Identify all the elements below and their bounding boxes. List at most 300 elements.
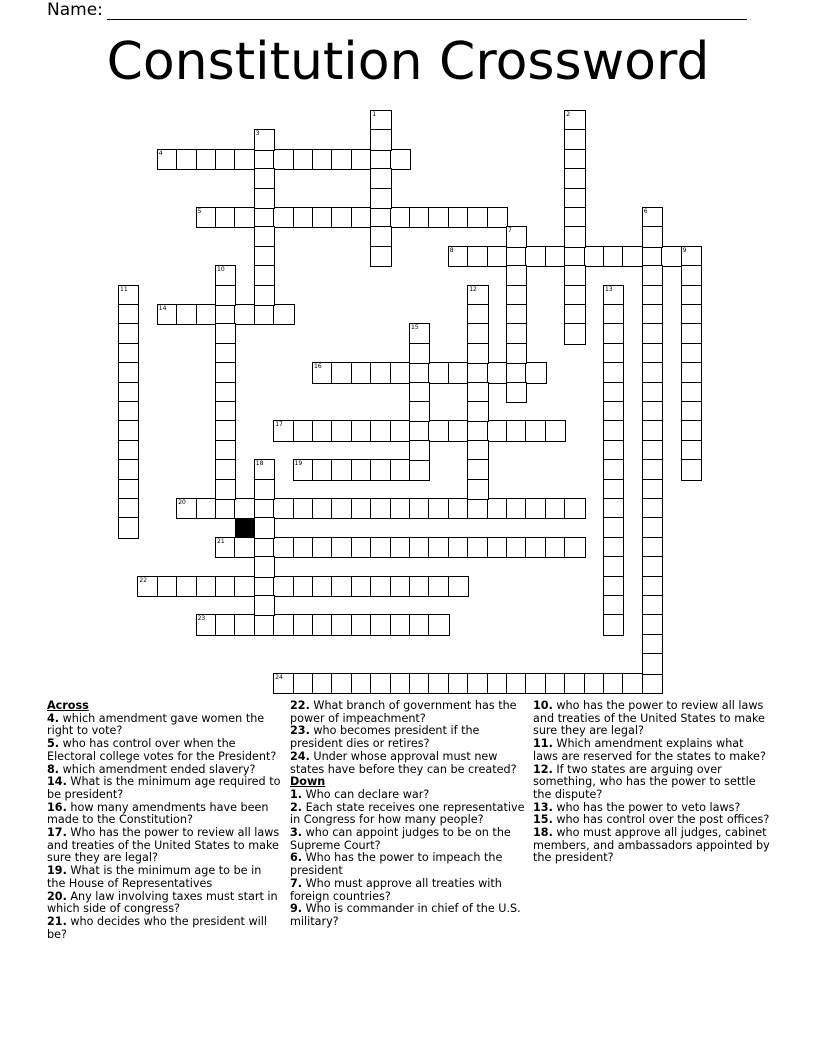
grid-cell[interactable] [409, 401, 430, 422]
grid-cell[interactable] [467, 673, 488, 694]
grid-cell[interactable] [603, 673, 624, 694]
clue-across [47, 827, 282, 865]
grid-cell[interactable] [118, 459, 139, 480]
grid-cell[interactable] [351, 614, 372, 635]
grid-cell[interactable] [642, 498, 663, 519]
grid-cell[interactable] [331, 576, 352, 597]
grid-cell[interactable] [681, 401, 702, 422]
grid-cell[interactable] [370, 246, 391, 267]
grid-cell[interactable] [215, 420, 236, 441]
grid-cell[interactable] [196, 304, 217, 325]
grid-cell[interactable] [642, 614, 663, 635]
grid-cell[interactable] [525, 673, 546, 694]
grid-cell[interactable] [564, 323, 585, 344]
clue-number: 21. [47, 914, 67, 928]
grid-cell[interactable] [564, 304, 585, 325]
grid-cell[interactable] [681, 323, 702, 344]
grid-cell[interactable] [428, 614, 449, 635]
grid-cell[interactable] [642, 265, 663, 286]
grid-cell[interactable] [545, 498, 566, 519]
grid-cell[interactable] [293, 673, 314, 694]
grid-cell[interactable] [506, 673, 527, 694]
grid-cell[interactable] [409, 576, 430, 597]
grid-cell[interactable] [390, 459, 411, 480]
grid-cell[interactable] [603, 576, 624, 597]
grid-cell[interactable] [409, 207, 430, 228]
grid-cell[interactable] [642, 304, 663, 325]
grid-cell[interactable] [254, 479, 275, 500]
grid-cell[interactable] [215, 285, 236, 306]
grid-cell[interactable] [622, 246, 643, 267]
grid-cell[interactable] [603, 246, 624, 267]
grid-cell[interactable] [467, 304, 488, 325]
grid-cell[interactable] [409, 420, 430, 441]
grid-cell[interactable] [215, 382, 236, 403]
grid-cell[interactable] [506, 498, 527, 519]
grid-cell[interactable] [409, 614, 430, 635]
grid-cell[interactable] [467, 382, 488, 403]
grid-cell[interactable] [118, 382, 139, 403]
grid-cell[interactable] [506, 343, 527, 364]
grid-cell[interactable] [487, 673, 508, 694]
grid-cell[interactable] [254, 149, 275, 170]
puzzle-title: Constitution Crossword [106, 32, 710, 92]
grid-cell[interactable] [215, 479, 236, 500]
grid-cell[interactable] [467, 323, 488, 344]
grid-cell[interactable] [448, 576, 469, 597]
grid-cell[interactable] [525, 246, 546, 267]
grid-cell[interactable] [642, 556, 663, 577]
grid-cell[interactable] [293, 420, 314, 441]
grid-cell[interactable] [467, 401, 488, 422]
grid-cell[interactable] [370, 168, 391, 189]
grid-cell[interactable] [584, 246, 605, 267]
grid-cell[interactable] [196, 149, 217, 170]
grid-cell[interactable] [545, 673, 566, 694]
clue-number: 4. [47, 711, 60, 725]
grid-cell[interactable] [215, 459, 236, 480]
across-clues-part2 [290, 700, 530, 776]
grid-cell[interactable] [370, 537, 391, 558]
grid-cell[interactable] [487, 498, 508, 519]
grid-cell[interactable] [254, 246, 275, 267]
grid-cell[interactable] [312, 614, 333, 635]
grid-cell[interactable] [370, 576, 391, 597]
grid-cell[interactable] [293, 614, 314, 635]
grid-cell[interactable] [506, 420, 527, 441]
grid-cell[interactable] [293, 149, 314, 170]
grid-cell[interactable] [390, 420, 411, 441]
grid-cell[interactable] [564, 168, 585, 189]
grid-cell[interactable] [564, 285, 585, 306]
grid-cell[interactable] [312, 459, 333, 480]
grid-cell[interactable] [642, 440, 663, 461]
grid-cell[interactable] [506, 285, 527, 306]
grid-cell[interactable] [254, 537, 275, 558]
grid-cell[interactable] [681, 420, 702, 441]
grid-cell[interactable] [390, 498, 411, 519]
grid-cell[interactable] [254, 168, 275, 189]
grid-cell[interactable] [428, 207, 449, 228]
grid-cell[interactable] [331, 207, 352, 228]
grid-cell[interactable] [331, 459, 352, 480]
clue-across [47, 713, 282, 738]
grid-cell[interactable] [409, 362, 430, 383]
grid-cell[interactable] [215, 614, 236, 635]
cell-number: 16 [314, 363, 322, 371]
grid-cell[interactable] [603, 401, 624, 422]
grid-cell[interactable] [370, 129, 391, 150]
grid-cell[interactable] [273, 207, 294, 228]
clue-across [47, 802, 282, 827]
grid-cell[interactable] [487, 246, 508, 267]
clue-number: 10. [533, 699, 553, 712]
grid-cell[interactable] [603, 343, 624, 364]
grid-cell[interactable] [603, 440, 624, 461]
grid-cell[interactable] [234, 304, 255, 325]
grid-cell[interactable] [564, 149, 585, 170]
grid-cell[interactable] [487, 207, 508, 228]
clue-column-1 [47, 700, 282, 941]
grid-cell[interactable] [215, 498, 236, 519]
clue-number: 20. [47, 889, 67, 903]
grid-cell[interactable] [681, 285, 702, 306]
grid-cell[interactable] [215, 304, 236, 325]
grid-cell[interactable] [506, 323, 527, 344]
grid-cell[interactable] [254, 498, 275, 519]
grid-cell[interactable] [603, 304, 624, 325]
grid-cell[interactable] [642, 517, 663, 538]
grid-cell[interactable] [312, 149, 333, 170]
grid-cell[interactable] [681, 265, 702, 286]
grid-cell[interactable] [118, 304, 139, 325]
grid-cell[interactable] [254, 207, 275, 228]
grid-cell[interactable] [506, 362, 527, 383]
grid-cell[interactable] [293, 498, 314, 519]
grid-cell[interactable] [351, 149, 372, 170]
grid-cell[interactable] [525, 420, 546, 441]
grid-cell[interactable] [603, 323, 624, 344]
grid-cell[interactable] [564, 265, 585, 286]
grid-cell[interactable] [331, 537, 352, 558]
grid-cell[interactable] [273, 537, 294, 558]
grid-cell[interactable] [506, 382, 527, 403]
grid-cell[interactable] [254, 576, 275, 597]
grid-cell[interactable] [331, 149, 352, 170]
grid-cell[interactable] [118, 362, 139, 383]
grid-cell[interactable] [642, 323, 663, 344]
grid-cell[interactable] [157, 576, 178, 597]
grid-cell[interactable] [215, 362, 236, 383]
grid-cell[interactable] [564, 246, 585, 267]
grid-cell[interactable] [564, 498, 585, 519]
grid-cell[interactable] [409, 537, 430, 558]
grid-cell[interactable] [176, 149, 197, 170]
grid-cell[interactable] [351, 498, 372, 519]
grid-cell[interactable] [506, 265, 527, 286]
grid-cell[interactable] [351, 420, 372, 441]
grid-cell[interactable] [370, 420, 391, 441]
grid-cell[interactable] [564, 226, 585, 247]
grid-cell[interactable] [409, 498, 430, 519]
grid-cell[interactable] [118, 401, 139, 422]
grid-cell[interactable] [390, 149, 411, 170]
grid-cell[interactable] [351, 673, 372, 694]
grid-cell[interactable] [331, 498, 352, 519]
grid-cell[interactable] [642, 595, 663, 616]
grid-cell[interactable] [331, 614, 352, 635]
grid-cell[interactable] [642, 226, 663, 247]
grid-cell[interactable] [467, 362, 488, 383]
grid-cell[interactable] [681, 304, 702, 325]
grid-cell[interactable] [234, 149, 255, 170]
grid-cell[interactable] [603, 614, 624, 635]
grid-cell[interactable] [681, 343, 702, 364]
grid-cell[interactable] [118, 323, 139, 344]
grid-cell[interactable] [234, 207, 255, 228]
grid-cell[interactable] [661, 246, 682, 267]
grid-cell[interactable] [196, 498, 217, 519]
clue-text: Under whose approval must new states have before they can be created? [290, 749, 517, 776]
grid-cell[interactable] [448, 673, 469, 694]
grid-cell[interactable] [254, 265, 275, 286]
grid-cell[interactable] [467, 420, 488, 441]
grid-cell[interactable] [234, 537, 255, 558]
grid-cell[interactable] [467, 246, 488, 267]
grid-cell[interactable] [642, 653, 663, 674]
grid-cell[interactable] [351, 459, 372, 480]
grid-cell[interactable] [273, 498, 294, 519]
grid-cell[interactable] [370, 188, 391, 209]
grid-cell[interactable] [234, 576, 255, 597]
grid-cell[interactable] [215, 207, 236, 228]
grid-cell[interactable] [176, 576, 197, 597]
clue-across [290, 725, 530, 750]
grid-cell[interactable] [409, 673, 430, 694]
grid-cell[interactable] [215, 401, 236, 422]
grid-cell[interactable] [642, 459, 663, 480]
cell-number: 13 [605, 285, 613, 293]
grid-cell[interactable] [681, 440, 702, 461]
grid-cell[interactable] [312, 498, 333, 519]
cell-number: 14 [158, 305, 167, 312]
grid-cell[interactable] [467, 459, 488, 480]
grid-cell[interactable] [642, 343, 663, 364]
grid-cell[interactable] [390, 362, 411, 383]
grid-cell[interactable] [351, 362, 372, 383]
grid-cell[interactable] [603, 498, 624, 519]
grid-cell[interactable] [370, 459, 391, 480]
grid-cell[interactable] [331, 362, 352, 383]
grid-cell[interactable] [545, 246, 566, 267]
grid-cell[interactable] [409, 459, 430, 480]
cell-number: 21 [217, 537, 225, 545]
grid-cell[interactable] [428, 362, 449, 383]
grid-cell[interactable] [564, 129, 585, 150]
grid-cell[interactable] [312, 207, 333, 228]
grid-cell[interactable] [370, 673, 391, 694]
grid-cell[interactable] [390, 576, 411, 597]
grid-cell[interactable] [428, 576, 449, 597]
grid-cell[interactable] [390, 614, 411, 635]
grid-cell[interactable] [254, 304, 275, 325]
grid-cell[interactable] [331, 673, 352, 694]
grid-cell[interactable] [196, 576, 217, 597]
grid-cell[interactable] [564, 188, 585, 209]
grid-cell[interactable] [273, 614, 294, 635]
grid-cell[interactable] [370, 226, 391, 247]
grid-cell[interactable] [564, 207, 585, 228]
grid-cell[interactable] [467, 537, 488, 558]
cell-number: 7 [508, 227, 512, 235]
grid-cell[interactable] [622, 673, 643, 694]
grid-cell[interactable] [351, 537, 372, 558]
grid-cell[interactable] [215, 440, 236, 461]
grid-cell[interactable] [390, 537, 411, 558]
grid-cell[interactable] [409, 440, 430, 461]
grid-cell[interactable] [603, 537, 624, 558]
grid-cell[interactable] [215, 149, 236, 170]
grid-cell[interactable] [312, 537, 333, 558]
grid-cell[interactable] [681, 459, 702, 480]
grid-cell[interactable] [545, 420, 566, 441]
grid-cell[interactable] [467, 498, 488, 519]
grid-cell[interactable] [467, 440, 488, 461]
grid-cell[interactable] [215, 576, 236, 597]
grid-cell[interactable] [331, 420, 352, 441]
grid-cell[interactable] [448, 537, 469, 558]
grid-cell[interactable] [254, 226, 275, 247]
cell-number: 23 [197, 615, 206, 623]
grid-cell[interactable] [428, 673, 449, 694]
grid-cell[interactable] [312, 420, 333, 441]
grid-cell[interactable] [603, 382, 624, 403]
grid-cell[interactable] [525, 537, 546, 558]
grid-cell[interactable] [487, 537, 508, 558]
grid-cell[interactable] [603, 479, 624, 500]
clue-text: What is the minimum age to be in the House of Representatives [47, 864, 262, 890]
grid-cell[interactable] [642, 246, 663, 267]
grid-cell[interactable] [642, 420, 663, 441]
grid-cell[interactable] [254, 556, 275, 577]
grid-cell[interactable] [564, 537, 585, 558]
grid-cell[interactable] [506, 246, 527, 267]
grid-cell[interactable] [293, 207, 314, 228]
grid-cell[interactable] [118, 479, 139, 500]
grid-cell[interactable] [681, 382, 702, 403]
grid-cell[interactable] [467, 479, 488, 500]
grid-cell[interactable] [293, 576, 314, 597]
grid-cell[interactable] [487, 362, 508, 383]
grid-cell[interactable] [234, 614, 255, 635]
grid-cell[interactable] [681, 362, 702, 383]
grid-cell[interactable] [603, 556, 624, 577]
grid-cell[interactable] [506, 304, 527, 325]
grid-cell[interactable] [642, 401, 663, 422]
grid-cell[interactable] [642, 362, 663, 383]
grid-cell[interactable] [370, 207, 391, 228]
grid-cell[interactable] [584, 673, 605, 694]
grid-cell[interactable] [351, 576, 372, 597]
grid-cell[interactable] [603, 420, 624, 441]
grid-cell[interactable] [525, 362, 546, 383]
grid-cell[interactable] [603, 459, 624, 480]
grid-cell[interactable] [603, 362, 624, 383]
grid-cell[interactable] [234, 498, 255, 519]
grid-cell[interactable] [428, 420, 449, 441]
clue-across [47, 776, 282, 801]
grid-cell[interactable] [370, 498, 391, 519]
grid-cell[interactable] [254, 517, 275, 538]
grid-cell[interactable] [642, 576, 663, 597]
grid-cell[interactable] [273, 304, 294, 325]
grid-cell[interactable] [409, 382, 430, 403]
grid-cell[interactable] [254, 595, 275, 616]
grid-cell[interactable] [215, 323, 236, 344]
grid-cell[interactable] [487, 420, 508, 441]
grid-cell[interactable] [642, 382, 663, 403]
grid-cell[interactable] [312, 576, 333, 597]
grid-cell[interactable] [564, 673, 585, 694]
grid-cell[interactable] [448, 362, 469, 383]
grid-cell[interactable] [273, 576, 294, 597]
grid-cell[interactable] [215, 343, 236, 364]
grid-cell[interactable] [351, 207, 372, 228]
grid-cell[interactable] [525, 498, 546, 519]
grid-cell[interactable] [118, 420, 139, 441]
grid-cell[interactable] [448, 207, 469, 228]
name-label: Name: [47, 0, 103, 20]
grid-cell[interactable] [642, 673, 663, 694]
grid-cell[interactable] [293, 537, 314, 558]
grid-cell[interactable] [467, 343, 488, 364]
grid-cell[interactable] [370, 149, 391, 170]
grid-cell[interactable] [118, 517, 139, 538]
grid-cell[interactable] [506, 537, 527, 558]
cell-number: 17 [275, 421, 283, 429]
clue-down [290, 852, 530, 877]
grid-cell[interactable] [603, 517, 624, 538]
grid-cell[interactable] [448, 498, 469, 519]
grid-cell[interactable] [448, 420, 469, 441]
grid-cell[interactable] [254, 614, 275, 635]
grid-cell[interactable] [428, 537, 449, 558]
grid-cell[interactable] [428, 498, 449, 519]
grid-cell[interactable] [370, 614, 391, 635]
grid-cell[interactable] [390, 673, 411, 694]
grid-cell[interactable] [312, 673, 333, 694]
grid-cell[interactable] [642, 285, 663, 306]
grid-cell[interactable] [603, 595, 624, 616]
grid-cell[interactable] [642, 634, 663, 655]
grid-cell[interactable] [642, 537, 663, 558]
grid-cell[interactable] [545, 537, 566, 558]
clue-text: If two states are arguing over something, who has the power to settle the dispute? [533, 762, 756, 801]
grid-cell[interactable] [176, 304, 197, 325]
grid-cell[interactable] [409, 343, 430, 364]
grid-cell[interactable] [118, 343, 139, 364]
grid-cell[interactable] [642, 479, 663, 500]
grid-cell[interactable] [370, 362, 391, 383]
grid-cell[interactable] [118, 440, 139, 461]
grid-cell[interactable] [390, 207, 411, 228]
clue-number: 14. [47, 775, 67, 789]
grid-cell[interactable] [467, 207, 488, 228]
grid-cell[interactable] [254, 188, 275, 209]
grid-cell[interactable] [118, 498, 139, 519]
grid-cell[interactable] [273, 149, 294, 170]
grid-cell[interactable] [254, 285, 275, 306]
